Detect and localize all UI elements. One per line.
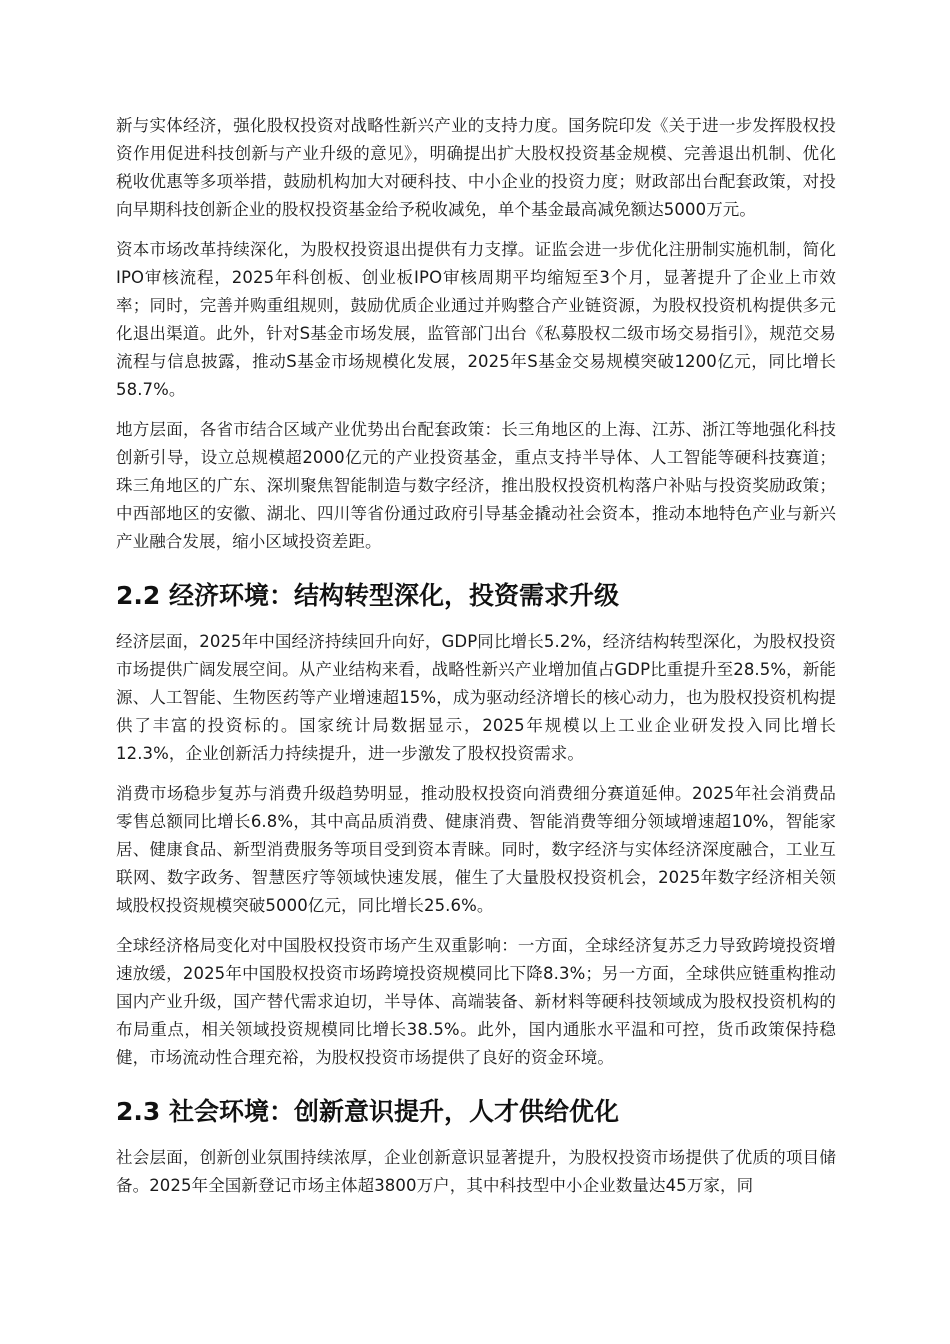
paragraph-capital-market-reform: 资本市场改革持续深化，为股权投资退出提供有力支撑。证监会进一步优化注册制实施机制，简化IPO审核流程，2025年科创板、创业板IPO审核周期平均缩短至3个月，显著提升了企业上市效率；同时，完善并购重组规则，鼓励优质企业通过并购整合产业链资源，为股权投资机构提供多元化退出渠道。此外，针对S基金市场发展，监管部门出台《私募股权二级市场交易指引》，规范交易流程与信息披露，推动S基金市场规模化发展，2025年S基金交易规模突破1200亿元，同比增长58.7%。 [116,240,836,399]
paragraph-local-policies: 地方层面，各省市结合区域产业优势出台配套政策：长三角地区的上海、江苏、浙江等地强化科技创新引导，设立总规模超2000亿元的产业投资基金，重点支持半导体、人工智能等硬科技赛道；珠三角地区的广东、深圳聚焦智能制造与数字经济，推出股权投资机构落户补贴与投资奖励政策；中西部地区的安徽、湖北、四川等省份通过政府引导基金撬动社会资本，推动本地特色产业与新兴产业融合发展，缩小区域投资差距。 [116,420,836,551]
paragraph-global-economy: 全球经济格局变化对中国股权投资市场产生双重影响：一方面，全球经济复苏乏力导致跨境投资增速放缓，2025年中国股权投资市场跨境投资规模同比下降8.3%；另一方面，全球供应链重构推动国内产业升级，国产替代需求迫切，半导体、高端装备、新材料等硬科技领域成为股权投资机构的布局重点，相关领域投资规模同比增长38.5%。此外，国内通胀水平温和可控，货币政策保持稳健，市场流动性合理充裕，为股权投资市场提供了良好的资金环境。 [116,936,836,1067]
paragraph-social-level: 社会层面，创新创业氛围持续浓厚，企业创新意识显著提升，为股权投资市场提供了优质的项目储备。2025年全国新登记市场主体超3800万户，其中科技型中小企业数量达45万家，同 [116,1148,836,1195]
document-page [116,112,836,1212]
section-heading-economic-environment: 2.2 经济环境：结构转型深化，投资需求升级 [116,581,619,610]
paragraph-economic-level: 经济层面，2025年中国经济持续回升向好，GDP同比增长5.2%，经济结构转型深化，为股权投资市场提供广阔发展空间。从产业结构来看，战略性新兴产业增加值占GDP比重提升至28.5%，新能源、人工智能、生物医药等产业增速超15%，成为驱动经济增长的核心动力，也为股权投资机构提供了丰富的投资标的。国家统计局数据显示，2025年规模以上工业企业研发投入同比增长12.3%，企业创新活力持续提升，进一步激发了股权投资需求。 [116,632,836,763]
paragraph-consumer-market: 消费市场稳步复苏与消费升级趋势明显，推动股权投资向消费细分赛道延伸。2025年社会消费品零售总额同比增长6.8%，其中高品质消费、健康消费、智能消费等细分领域增速超10%，智能家居、健康食品、新型消费服务等项目受到资本青睐。同时，数字经济与实体经济深度融合，工业互联网、数字政务、智慧医疗等领域快速发展，催生了大量股权投资机会，2025年数字经济相关领域股权投资规模突破5000亿元，同比增长25.6%。 [116,784,836,915]
paragraph-policy-support: 新与实体经济，强化股权投资对战略性新兴产业的支持力度。国务院印发《关于进一步发挥股权投资作用促进科技创新与产业升级的意见》，明确提出扩大股权投资基金规模、完善退出机制、优化税收优惠等多项举措，鼓励机构加大对硬科技、中小企业的投资力度；财政部出台配套政策，对投向早期科技创新企业的股权投资基金给予税收减免，单个基金最高减免额达5000万元。 [116,116,836,219]
section-heading-social-environment: 2.3 社会环境：创新意识提升，人才供给优化 [116,1097,619,1126]
